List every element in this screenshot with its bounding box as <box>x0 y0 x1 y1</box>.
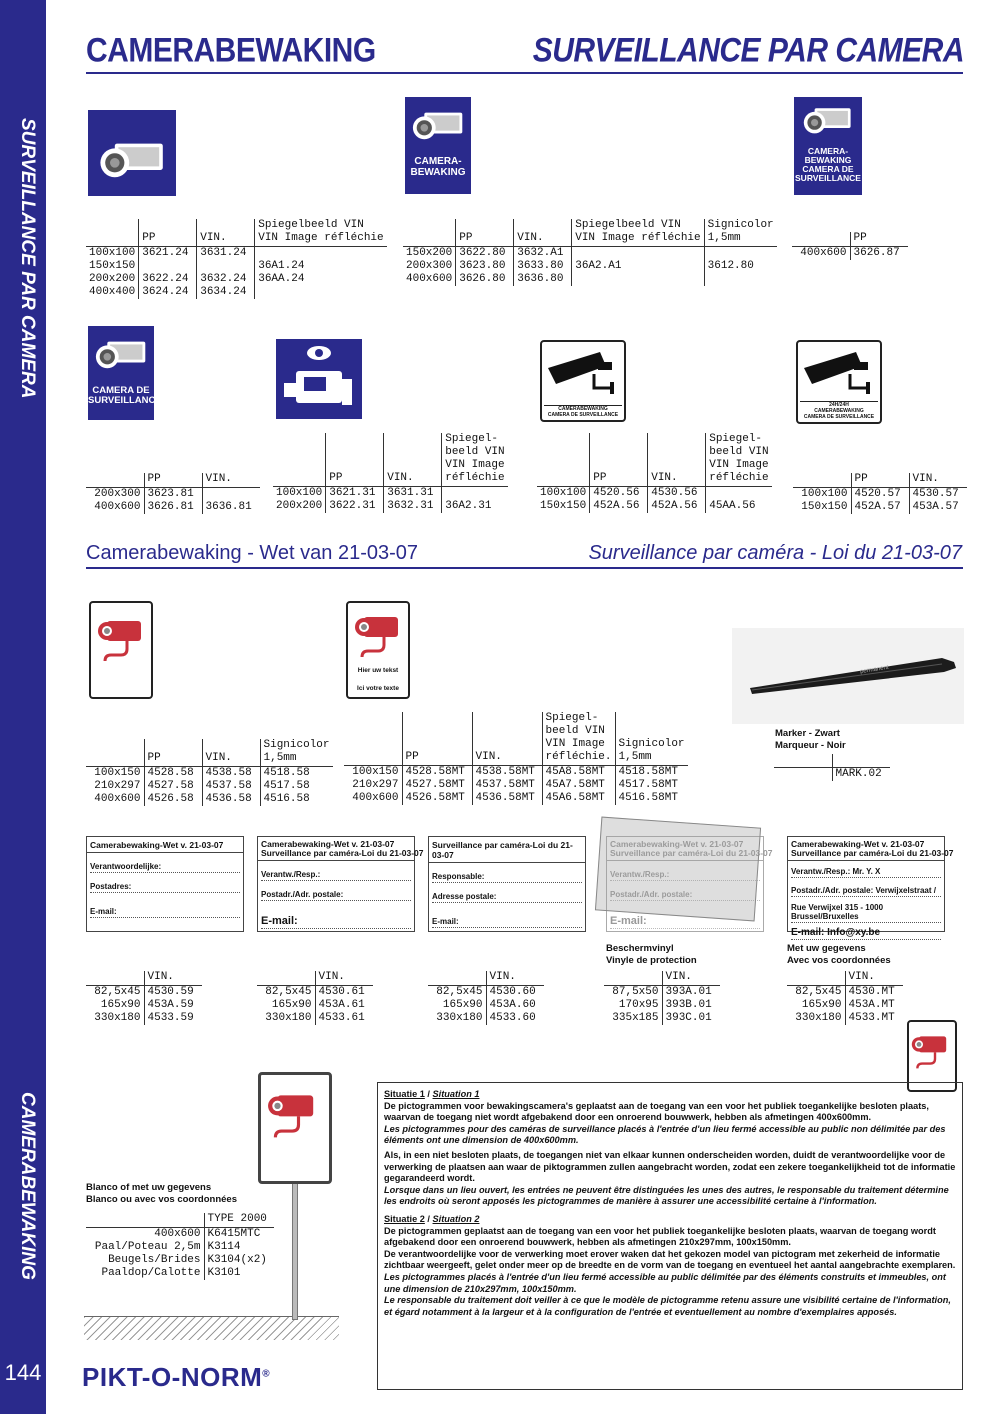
form-title: Camerabewaking-Wet v. 21-03-07 Surveillance par caméra-Loi du 21-03-07 <box>607 840 763 861</box>
col-header: Spiegel- beeld VIN VIN Image réfléchie. <box>542 712 615 766</box>
logo-text: PIKT-O-NORM <box>82 1362 263 1392</box>
col-header: Spiegel- beeld VIN VIN Image réfléchie <box>706 433 772 487</box>
form-title: Camerabewaking-Wet v. 21-03-07 Surveillance par caméra-Loi du 21-03-07 <box>258 840 414 861</box>
col-header: PP <box>139 219 197 247</box>
custom-caption: Met uw gegevens Avec vos coordonnées <box>787 943 891 966</box>
col-header: Signicolor 1,5mm <box>704 219 777 247</box>
form-line: Responsable: <box>432 872 582 883</box>
sidebar-title-bottom: CAMERABEWAKING <box>17 1092 38 1280</box>
cell: 82,5x45 165x90 330x180 <box>795 986 842 1024</box>
col-header: PP <box>851 473 909 488</box>
section-title-right: Surveillance par caméra - Loi du 21-03-07 <box>588 542 962 564</box>
form-line: Postadr./Adr. postale: Verwijxelstraat / <box>791 886 941 897</box>
section-rule <box>86 567 963 569</box>
table-row1-b <box>403 219 777 286</box>
icon-caption: CAMERA DE SURVEILLANCE <box>88 385 162 406</box>
filled-label-form <box>787 836 954 938</box>
icon-caption: CAMERABEWAKING CAMERA DE SURVEILLANCE <box>544 405 622 418</box>
cell: MARK.02 <box>832 767 890 781</box>
form-title: Camerabewaking-Wet v. 21-03-07 Surveillance par caméra-Loi du 21-03-07 <box>788 840 944 861</box>
cell: 4520.56 452A.56 <box>590 487 648 514</box>
situation-heading: Situatie 1 <box>384 1089 425 1099</box>
col-header: VIN. <box>662 971 720 986</box>
cell: 3621.31 3622.31 <box>326 487 384 514</box>
cell: 3621.24 3622.24 3624.24 <box>139 247 197 300</box>
form-line: E-mail: <box>90 907 240 918</box>
info-paragraph: De pictogrammen geplaatst aan de toegang van een voor het publiek toegankelijke besloten plaats, waarvan de toegang wordt afgebakend door een onroerend bouwwerk, hebben als afmetingen 210x297mm, 100x150mm. <box>384 1225 936 1248</box>
cell: 393A.01 393B.01 393C.01 <box>662 986 720 1026</box>
marker-label: Marker - Zwart Marqueur - Noir <box>775 728 846 751</box>
col-header: VIN. <box>845 971 903 986</box>
cell: 3636.81 <box>202 488 260 515</box>
situation-heading: Situatie 2 <box>384 1213 425 1224</box>
col-header: VIN. <box>202 739 260 767</box>
page-title-left: CAMERABEWAKING <box>86 31 376 70</box>
vinyl-caption: Beschermvinyl Vinyle de protection <box>606 943 697 966</box>
cell: 4530.56 452A.56 <box>648 487 706 514</box>
cell: 36A2.A1 <box>572 247 704 287</box>
form-line: Adresse postale: <box>432 892 582 903</box>
cell: 4520.57 452A.57 <box>851 488 909 515</box>
marker-image <box>732 628 964 724</box>
cell: 82,5x45 165x90 330x180 <box>94 986 141 1024</box>
cell: 100x100 150x150 <box>801 488 848 513</box>
table-row3-b <box>344 712 688 805</box>
info-paragraph: De verantwoordelijke voor de verwerking moet erover waken dat het gekozen model van pictogram met zekerheid de informatie zichtbaar weergeeft, gelet onder meer op de breedte en de vorm van de toegang en eventueel het aantal aangebrachte exemplaren. <box>384 1248 956 1271</box>
cell: 45A8.58MT 45A7.58MT 45A6.58MT <box>542 766 615 806</box>
header-rule <box>86 72 963 74</box>
brand-logo <box>82 1362 270 1393</box>
table-form5 <box>787 971 903 1025</box>
col-header: VIN. <box>384 433 442 487</box>
info-paragraph-fr: Les pictogrammes pour des caméras de surveillance placés à l'entrée d'un lieu fermé accessible au public non délimitée par des éléments ont une dimension de 400x600mm. <box>384 1123 946 1146</box>
col-header: PP <box>590 433 648 487</box>
col-header: VIN. <box>648 433 706 487</box>
cell: 100x150 210x297 400x600 <box>352 766 399 804</box>
legal-info-box: Situatie 1 / Situation 1 De pictogrammen voor bewakingscamera's geplaatst aan de toegang van een voor het publiek toegankelijke besloten plaats, waarvan de toegang niet wordt afgebakend door een onroerend bouwwerk, hebben als afmetingen 400x600mm. Les pictogrammes pour des caméras de surveillance placés à l'entrée d'un lieu fermé accessible au public non délimitée par des éléments ont une dimension de 400x600mm. Als, in een niet besloten plaats, de toegangen niet van elkaar kunnen onderscheiden worden, duidt de verantwoordelijke voor de verwerking de plaatsen aan waar de piktogrammen zullen aangebracht worden, zodat een zekere toegankelijkheid tot de informatie gegarandeerd wordt. Lorsque dans un lieu ouvert, les entrées ne peuvent être distinguées les unes des autres, le responsable du traitement détermine les endroits où seront apposés les pictogrammes de manière à assurer une accessibilité certaine à l'information. Situatie 2 / Situation 2 De pictogrammen geplaatst aan de toegang van een voor het publiek toegankelijke besloten plaats, waarvan de toegang wordt afgebakend door een onroerend bouwwerk, hebben als afmetingen 210x297mm, 100x150mm. De verantwoordelijke voor de verwerking moet erover waken dat het gekozen model van pictogram met zekerheid de informatie zichtbaar weergeeft, gelet onder meer op de breedte en de vorm van de toegang en eventueel het aantal aangebrachte exemplaren. Les pictogrammes placés à l'entrée d'un lieu fermé accessible au public délimitée par des éléments construits et immeubles, ont une dimension de 210x297mm, 100x150mm. Le responsable du traitement doit veiller à ce que le modèle de pictogramme retenu assure une visibilité certaine de l'information, et égard notamment à la largeur et à la configuration de l'entrée et eventuellement au nombre d'exemplaires apposés. <box>377 1082 963 1390</box>
camera-sign-icon <box>88 110 176 196</box>
form-line: Verantwoordelijke: <box>90 862 240 873</box>
info-paragraph-fr: Lorsque dans un lieu ouvert, les entrées ne peuvent être distinguées les unes des autres, le responsable du traitement détermine les endroits où seront apposés les pictogrammes de manière à assurer une accessibilité certaine à l'information. <box>384 1184 949 1207</box>
camera-sign-icon <box>794 97 862 195</box>
cell: 4530.MT 453A.MT 4533.MT <box>845 986 903 1026</box>
camera-sign-icon <box>796 340 882 424</box>
form-line: Postadr./Adr. postale: <box>261 890 411 901</box>
info-paragraph-fr: Le responsable du traitement doit veiller à ce que le modèle de pictogramme retenu assure une visibilité certaine de l'information, et égard notamment à la largeur et à la configuration de l'entrée et eventuellement au nombre d'exemplaires apposés. <box>384 1295 951 1317</box>
cell: 4530.60 453A.60 4533.60 <box>486 986 544 1026</box>
table-row1-c <box>792 232 908 260</box>
table-row2-a <box>86 473 260 514</box>
ground <box>84 1316 339 1340</box>
sign-post <box>292 1180 298 1320</box>
col-header: PP <box>402 712 472 766</box>
cell: 4528.58MT 4527.58MT 4526.58MT <box>402 766 472 806</box>
info-label-form <box>257 836 424 932</box>
form-line: Verantw./Resp.: <box>261 870 411 881</box>
sidebar-title-top: SURVEILLANCE PAR CAMERA <box>17 118 38 399</box>
info-paragraph: Als, in een niet besloten plaats, de toegangen niet van elkaar kunnen onderscheiden worden, duidt de verantwoordelijke voor de verwerking de plaatsen aan waar de piktogrammen zullen aangebracht worden, zodat een zekere toegankelijkheid tot de informatie gegarandeerd wordt. <box>384 1149 956 1184</box>
col-header: VIN. <box>514 219 572 247</box>
form-line: Postadres: <box>90 882 240 893</box>
form-line: Verantw./Resp.: Mr. Y. X <box>791 867 941 878</box>
col-header: PP <box>144 739 202 767</box>
page-number: 144 <box>4 1360 42 1385</box>
table-row1-a <box>86 219 387 299</box>
situation-heading-fr: Situation 2 <box>432 1213 480 1224</box>
icon-caption: CAMERA- BEWAKING CAMERA DE SURVEILLANCE <box>795 146 861 183</box>
cell: 400x600 Paal/Poteau 2,5m Beugels/Brides Paaldop/Calotte <box>94 1228 201 1279</box>
form-title: Camerabewaking-Wet v. 21-03-07 <box>87 840 243 853</box>
logo-registered-mark: ® <box>262 1368 271 1380</box>
cell: 3622.80 3623.80 3626.80 <box>456 247 514 287</box>
table-row2-c <box>537 433 772 513</box>
col-header: VIN. <box>202 473 260 488</box>
form-title: Surveillance par caméra-Loi du 21-03-07 <box>429 840 585 863</box>
sign-text-fr: Ici votre texte <box>357 685 399 692</box>
col-header: PP <box>850 232 908 247</box>
table-row3-a <box>86 739 333 806</box>
camera-sign-icon <box>346 601 410 699</box>
col-header: TYPE 2000 <box>204 1213 274 1228</box>
table-row2-b <box>273 433 508 513</box>
form-line: Postadr./Adr. postale: <box>610 890 760 901</box>
cell: 100x100 200x200 <box>276 487 323 512</box>
table-form3 <box>428 971 544 1025</box>
cell: 3612.80 <box>704 247 777 287</box>
sidebar <box>0 0 46 1414</box>
vinyl-overlay <box>595 817 761 922</box>
cell: 36A1.24 36AA.24 <box>255 247 387 300</box>
camera-sign-icon <box>89 601 153 699</box>
table-form4 <box>604 971 720 1025</box>
camera-sign-icon <box>405 97 471 194</box>
form-line: E-mail: <box>432 917 582 928</box>
col-header: Signicolor 1,5mm <box>615 712 688 766</box>
cell: 82,5x45 165x90 330x180 <box>265 986 312 1024</box>
table-form2 <box>257 971 373 1025</box>
col-header: VIN. <box>197 219 255 247</box>
cell: 100x100 150x150 200x200 400x400 <box>89 247 136 298</box>
cell: 4530.57 453A.57 <box>909 488 967 515</box>
col-header: Signicolor 1,5mm <box>260 739 333 767</box>
cell: 4538.58MT 4537.58MT 4536.58MT <box>472 766 542 806</box>
cell: 3631.24 3632.24 3634.24 <box>197 247 255 300</box>
form-line: E-mail: <box>261 915 411 929</box>
col-header: Spiegel- beeld VIN VIN Image réfléchie <box>442 433 508 487</box>
sign-text-nl: Hier uw tekst <box>357 667 399 674</box>
table-marker <box>774 754 890 781</box>
section-title-left: Camerabewaking - Wet van 21-03-07 <box>86 542 419 564</box>
cell: 4530.61 453A.61 4533.61 <box>315 986 373 1026</box>
camera-sign-icon <box>540 340 626 422</box>
table-form1 <box>86 971 202 1025</box>
cell: 87,5x50 170x95 335x185 <box>612 986 659 1024</box>
post-caption: Blanco of met uw gegevens Blanco ou avec vos coordonnées <box>86 1182 237 1205</box>
cell: K6415MTC K3114 K3104(x2) K3101 <box>204 1228 274 1281</box>
table-post <box>86 1213 274 1280</box>
cell: 4530.59 453A.59 4533.59 <box>144 986 202 1026</box>
info-paragraph-fr: Les pictogrammes placés à l'entrée d'un lieu fermé accessible au public délimitée par des éléments construits et immeubles, ont une dimension de 210x297mm, 100x150mm. <box>384 1271 946 1294</box>
col-header: VIN. <box>472 712 542 766</box>
col-header: VIN. <box>909 473 967 488</box>
cell: 200x300 400x600 <box>94 488 141 513</box>
info-label-form <box>428 836 586 932</box>
cell: 4518.58 4517.58 4516.58 <box>260 767 333 807</box>
col-header: PP <box>326 433 384 487</box>
form-line: Verantw./Resp.: <box>610 870 760 881</box>
cell: 400x600 <box>800 247 847 259</box>
cell: 3623.81 3626.81 <box>144 488 202 515</box>
col-header: VIN. <box>144 971 202 986</box>
cell <box>774 767 832 781</box>
camera-sign-icon <box>88 326 162 420</box>
marker-brand: permanent <box>859 664 889 676</box>
camera-sign-icon <box>258 1072 332 1184</box>
cell: 45AA.56 <box>706 487 772 514</box>
col-header: PP <box>144 473 202 488</box>
col-header: VIN. <box>486 971 544 986</box>
info-label-form <box>86 836 244 932</box>
cell: 4538.58 4537.58 4536.58 <box>202 767 260 807</box>
col-header: VIN. <box>315 971 373 986</box>
info-paragraph: De pictogrammen voor bewakingscamera's geplaatst aan de toegang van een voor het publiek toegankelijke besloten plaats, waarvan de toegang niet wordt afgebakend door een onroerend bouwwerk, hebben als afmetingen 400x600mm. <box>384 1100 929 1123</box>
form-line: Rue Verwijxel 315 - 1000 Brussel/Bruxelles <box>791 903 941 923</box>
page-title-right: SURVEILLANCE PAR CAMERA <box>532 31 964 70</box>
cell: 3626.87 <box>850 247 908 261</box>
cell: 82,5x45 165x90 330x180 <box>436 986 483 1024</box>
form-line: E-mail: Info@xy.be <box>791 927 941 940</box>
form-line: E-mail: <box>610 915 760 929</box>
cell: 3631.31 3632.31 <box>384 487 442 514</box>
icon-caption: CAMERA- BEWAKING <box>410 156 466 178</box>
icon-caption: 24H/24H CAMERABEWAKING CAMERA DE SURVEILLANCE <box>800 401 878 420</box>
cell: 150x200 200x300 400x600 <box>406 247 453 285</box>
col-header: Spiegelbeeld VIN VIN Image réfléchie <box>572 219 704 247</box>
col-header <box>832 754 890 767</box>
cell: 100x150 210x297 400x600 <box>94 767 141 805</box>
cell: 4528.58 4527.58 4526.58 <box>144 767 202 807</box>
cell: 3632.A1 3633.80 3636.80 <box>514 247 572 287</box>
table-row2-d <box>793 473 967 514</box>
cell: 100x100 150x150 <box>540 487 587 512</box>
situation-heading-fr: Situation 1 <box>432 1089 480 1099</box>
col-header: PP <box>456 219 514 247</box>
cell: 4518.58MT 4517.58MT 4516.58MT <box>615 766 688 806</box>
col-header: Spiegelbeeld VIN VIN Image réfléchie <box>255 219 387 247</box>
cell: 36A2.31 <box>442 487 508 514</box>
video-camera-eye-icon <box>276 339 362 419</box>
